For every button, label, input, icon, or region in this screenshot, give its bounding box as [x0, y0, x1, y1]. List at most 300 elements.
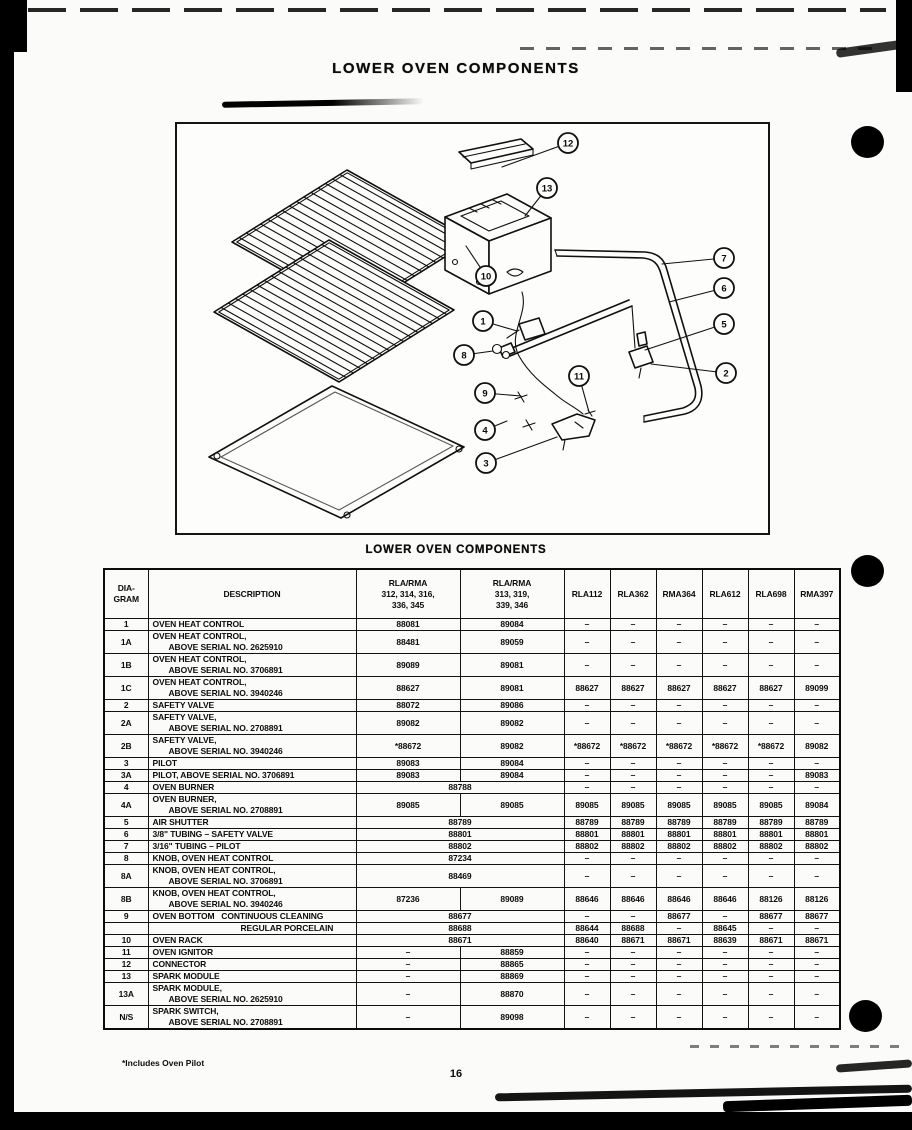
- part-number-cell: 87234: [356, 853, 564, 865]
- part-number-cell: 89083: [356, 770, 460, 782]
- part-number-cell: 88802: [356, 841, 564, 853]
- dia-cell: N/S: [104, 1006, 148, 1030]
- part-number-cell: 89085: [356, 794, 460, 817]
- table-row: [104, 735, 840, 758]
- description-cell: SPARK SWITCH, ABOVE SERIAL NO. 2708891: [148, 1006, 356, 1030]
- description-cell: OVEN IGNITOR: [148, 947, 356, 959]
- exploded-diagram: [177, 124, 768, 533]
- part-number-cell: –: [794, 923, 840, 935]
- part-number-cell: 89084: [460, 619, 564, 631]
- part-number-cell: –: [702, 959, 748, 971]
- table-row: [104, 631, 840, 654]
- description-cell: OVEN HEAT CONTROL: [148, 619, 356, 631]
- part-number-cell: 88801: [794, 829, 840, 841]
- scan-specks-bottom: [690, 1045, 905, 1048]
- part-number-cell: 89083: [794, 770, 840, 782]
- part-number-cell: 89082: [460, 712, 564, 735]
- part-number-cell: –: [794, 631, 840, 654]
- part-number-cell: –: [564, 983, 610, 1006]
- parts-table-body: [104, 619, 840, 1030]
- part-number-cell: –: [748, 923, 794, 935]
- description-cell: OVEN HEAT CONTROL, ABOVE SERIAL NO. 2625910: [148, 631, 356, 654]
- callout-label: 11: [573, 371, 585, 383]
- scan-edge-bottom: [0, 1112, 912, 1130]
- table-row: [104, 794, 840, 817]
- part-number-cell: –: [702, 758, 748, 770]
- part-number-cell: –: [748, 959, 794, 971]
- table-row: [104, 935, 840, 947]
- part-number-cell: –: [794, 700, 840, 712]
- part-number-cell: –: [748, 654, 794, 677]
- table-row: [104, 911, 840, 923]
- description-cell: OVEN BURNER: [148, 782, 356, 794]
- part-number-cell: –: [564, 654, 610, 677]
- part-number-cell: –: [610, 911, 656, 923]
- callout-label: 4: [482, 425, 488, 437]
- part-number-cell: 88789: [564, 817, 610, 829]
- dia-cell: 12: [104, 959, 148, 971]
- part-number-cell: –: [656, 865, 702, 888]
- description-cell: 3/8" TUBING – SAFETY VALVE: [148, 829, 356, 841]
- part-number-cell: –: [794, 971, 840, 983]
- part-number-cell: 88469: [356, 865, 564, 888]
- part-number-cell: 89083: [356, 758, 460, 770]
- part-number-cell: –: [794, 983, 840, 1006]
- dia-cell: 6: [104, 829, 148, 841]
- pilot-assembly-icon: [552, 410, 595, 450]
- part-number-cell: –: [610, 619, 656, 631]
- part-number-cell: 88802: [794, 841, 840, 853]
- part-number-cell: 88627: [564, 677, 610, 700]
- part-number-cell: –: [564, 971, 610, 983]
- part-number-cell: –: [794, 782, 840, 794]
- table-row: [104, 983, 840, 1006]
- part-number-cell: 88646: [610, 888, 656, 911]
- part-number-cell: 87236: [356, 888, 460, 911]
- part-number-cell: 89089: [356, 654, 460, 677]
- part-number-cell: 89059: [460, 631, 564, 654]
- scan-streak-2: [723, 1095, 912, 1113]
- part-number-cell: 88627: [356, 677, 460, 700]
- part-number-cell: –: [702, 619, 748, 631]
- part-number-cell: –: [702, 631, 748, 654]
- table-row: [104, 817, 840, 829]
- table-row: [104, 959, 840, 971]
- header-model-RMA364: RMA364: [656, 569, 702, 619]
- part-number-cell: 88677: [794, 911, 840, 923]
- table-row: [104, 770, 840, 782]
- dia-cell: 13A: [104, 983, 148, 1006]
- callout-label: 12: [562, 138, 574, 150]
- part-number-cell: –: [702, 853, 748, 865]
- part-number-cell: *88672: [656, 735, 702, 758]
- part-number-cell: 88627: [610, 677, 656, 700]
- table-row: [104, 829, 840, 841]
- part-number-cell: –: [748, 758, 794, 770]
- table-row: [104, 923, 840, 935]
- dia-cell: 1B: [104, 654, 148, 677]
- part-number-cell: –: [748, 782, 794, 794]
- page-number: 16: [449, 1068, 463, 1080]
- part-number-cell: 88802: [702, 841, 748, 853]
- part-number-cell: 89081: [460, 677, 564, 700]
- part-number-cell: –: [794, 654, 840, 677]
- part-number-cell: –: [356, 971, 460, 983]
- callout-label: 1: [480, 316, 486, 328]
- part-number-cell: 88081: [356, 619, 460, 631]
- part-number-cell: 88646: [702, 888, 748, 911]
- control-module-box-icon: [445, 194, 551, 294]
- part-number-cell: 88789: [356, 817, 564, 829]
- callout-label: 3: [483, 458, 489, 470]
- part-number-cell: –: [564, 959, 610, 971]
- part-number-cell: 88126: [794, 888, 840, 911]
- header-model-group-2: RLA/RMA 313, 319, 339, 346: [460, 569, 564, 619]
- part-number-cell: –: [794, 712, 840, 735]
- part-number-cell: –: [656, 983, 702, 1006]
- part-number-cell: –: [656, 619, 702, 631]
- part-number-cell: –: [656, 971, 702, 983]
- callout-label: 8: [461, 350, 467, 362]
- table-row: [104, 841, 840, 853]
- part-number-cell: –: [748, 947, 794, 959]
- description-cell: SAFETY VALVE, ABOVE SERIAL NO. 2708891: [148, 712, 356, 735]
- dia-cell: 3A: [104, 770, 148, 782]
- part-number-cell: –: [702, 911, 748, 923]
- part-number-cell: –: [610, 631, 656, 654]
- part-number-cell: –: [702, 865, 748, 888]
- part-number-cell: 88789: [610, 817, 656, 829]
- part-number-cell: 88801: [610, 829, 656, 841]
- part-number-cell: 88645: [702, 923, 748, 935]
- dia-cell: 9: [104, 911, 148, 923]
- part-number-cell: –: [656, 1006, 702, 1030]
- part-number-cell: 88671: [656, 935, 702, 947]
- callout-label: 2: [723, 368, 729, 380]
- header-diagram: DIA- GRAM: [104, 569, 148, 619]
- header-model-RMA397: RMA397: [794, 569, 840, 619]
- page-title: LOWER OVEN COMPONENTS: [332, 60, 580, 77]
- part-number-cell: –: [794, 619, 840, 631]
- part-number-cell: –: [748, 1006, 794, 1030]
- part-number-cell: 88671: [356, 935, 564, 947]
- description-cell: KNOB, OVEN HEAT CONTROL: [148, 853, 356, 865]
- part-number-cell: 88640: [564, 935, 610, 947]
- callout-label: 5: [721, 319, 727, 331]
- part-number-cell: 89081: [460, 654, 564, 677]
- header-model-RLA612: RLA612: [702, 569, 748, 619]
- part-number-cell: 88789: [748, 817, 794, 829]
- part-number-cell: 88801: [564, 829, 610, 841]
- callout-label: 7: [721, 253, 727, 265]
- table-row: [104, 700, 840, 712]
- part-number-cell: –: [748, 865, 794, 888]
- part-number-cell: 88671: [610, 935, 656, 947]
- part-number-cell: –: [794, 1006, 840, 1030]
- callout-label: 10: [480, 271, 492, 283]
- punch-hole-top: [851, 126, 884, 158]
- description-cell: PILOT: [148, 758, 356, 770]
- description-cell: 3/16" TUBING – PILOT: [148, 841, 356, 853]
- part-number-cell: –: [794, 959, 840, 971]
- part-number-cell: –: [610, 853, 656, 865]
- scan-smudge-under-title: [222, 98, 424, 108]
- part-number-cell: –: [564, 712, 610, 735]
- part-number-cell: 88639: [702, 935, 748, 947]
- part-number-cell: 88671: [794, 935, 840, 947]
- part-number-cell: 89082: [356, 712, 460, 735]
- part-number-cell: –: [748, 971, 794, 983]
- header-description: DESCRIPTION: [148, 569, 356, 619]
- mounting-bracket-icon: [459, 139, 533, 169]
- part-number-cell: –: [564, 770, 610, 782]
- dia-cell: 1: [104, 619, 148, 631]
- part-number-cell: –: [794, 947, 840, 959]
- part-number-cell: 89086: [460, 700, 564, 712]
- description-cell: PILOT, ABOVE SERIAL NO. 3706891: [148, 770, 356, 782]
- scan-corner-top-left: [0, 0, 27, 52]
- dia-cell: 8: [104, 853, 148, 865]
- part-number-cell: –: [564, 758, 610, 770]
- dia-cell: 13: [104, 971, 148, 983]
- description-cell: CONNECTOR: [148, 959, 356, 971]
- part-number-cell: –: [656, 853, 702, 865]
- part-number-cell: 88646: [656, 888, 702, 911]
- description-cell: SPARK MODULE, ABOVE SERIAL NO. 2625910: [148, 983, 356, 1006]
- part-number-cell: –: [610, 782, 656, 794]
- dia-cell: 10: [104, 935, 148, 947]
- part-number-cell: –: [656, 631, 702, 654]
- part-number-cell: –: [748, 983, 794, 1006]
- scan-dashed-smudge: [520, 47, 880, 50]
- part-number-cell: *88672: [610, 735, 656, 758]
- part-number-cell: –: [748, 770, 794, 782]
- description-cell: OVEN BOTTOM CONTINUOUS CLEANING: [148, 911, 356, 923]
- part-number-cell: 88646: [564, 888, 610, 911]
- part-number-cell: 88789: [656, 817, 702, 829]
- part-number-cell: 88644: [564, 923, 610, 935]
- part-number-cell: 89089: [460, 888, 564, 911]
- part-number-cell: –: [656, 782, 702, 794]
- description-cell: KNOB, OVEN HEAT CONTROL, ABOVE SERIAL NO. 3940246: [148, 888, 356, 911]
- description-cell: REGULAR PORCELAIN: [148, 923, 356, 935]
- part-number-cell: –: [656, 923, 702, 935]
- table-row: [104, 758, 840, 770]
- parts-table-header: [104, 569, 840, 619]
- part-number-cell: 89099: [794, 677, 840, 700]
- part-number-cell: –: [564, 865, 610, 888]
- scan-top-edge-line: [28, 8, 886, 12]
- part-number-cell: –: [610, 654, 656, 677]
- description-cell: AIR SHUTTER: [148, 817, 356, 829]
- part-number-cell: 89085: [702, 794, 748, 817]
- table-row: [104, 853, 840, 865]
- dia-cell: 1A: [104, 631, 148, 654]
- part-number-cell: 89098: [460, 1006, 564, 1030]
- part-number-cell: 88802: [610, 841, 656, 853]
- description-cell: OVEN HEAT CONTROL, ABOVE SERIAL NO. 3706891: [148, 654, 356, 677]
- part-number-cell: 89085: [460, 794, 564, 817]
- dia-cell: 3: [104, 758, 148, 770]
- gas-frame-tubing-icon: [555, 250, 702, 422]
- part-number-cell: –: [356, 947, 460, 959]
- header-model-RLA698: RLA698: [748, 569, 794, 619]
- exploded-diagram-frame: [175, 122, 770, 535]
- dia-cell: 2: [104, 700, 148, 712]
- dia-cell: 1C: [104, 677, 148, 700]
- part-number-cell: –: [656, 700, 702, 712]
- part-number-cell: –: [702, 1006, 748, 1030]
- part-number-cell: –: [748, 631, 794, 654]
- part-number-cell: 89085: [610, 794, 656, 817]
- part-number-cell: 88688: [610, 923, 656, 935]
- part-number-cell: –: [564, 700, 610, 712]
- header-model-RLA112: RLA112: [564, 569, 610, 619]
- table-row: [104, 677, 840, 700]
- dia-cell: 8B: [104, 888, 148, 911]
- part-number-cell: *88672: [564, 735, 610, 758]
- table-row: [104, 654, 840, 677]
- table-row: [104, 865, 840, 888]
- part-number-cell: 89085: [748, 794, 794, 817]
- table-row: [104, 947, 840, 959]
- part-number-cell: –: [794, 853, 840, 865]
- part-number-cell: –: [610, 700, 656, 712]
- dia-cell: [104, 923, 148, 935]
- part-number-cell: –: [656, 947, 702, 959]
- punch-hole-bottom: [849, 1000, 882, 1032]
- part-number-cell: –: [564, 619, 610, 631]
- part-number-cell: –: [702, 782, 748, 794]
- callout-leader-3: [486, 437, 557, 463]
- part-number-cell: 88677: [748, 911, 794, 923]
- part-number-cell: 88677: [356, 911, 564, 923]
- part-number-cell: –: [702, 983, 748, 1006]
- part-number-cell: –: [702, 700, 748, 712]
- table-row: [104, 971, 840, 983]
- part-number-cell: –: [656, 712, 702, 735]
- description-cell: SAFETY VALVE: [148, 700, 356, 712]
- part-number-cell: –: [564, 947, 610, 959]
- part-number-cell: –: [356, 1006, 460, 1030]
- scan-edge-left: [0, 0, 14, 1130]
- callout-label: 9: [482, 388, 488, 400]
- description-cell: OVEN RACK: [148, 935, 356, 947]
- part-number-cell: 89085: [656, 794, 702, 817]
- part-number-cell: 89084: [460, 770, 564, 782]
- part-number-cell: *88672: [702, 735, 748, 758]
- part-number-cell: 89085: [564, 794, 610, 817]
- part-number-cell: 88789: [794, 817, 840, 829]
- part-number-cell: –: [748, 700, 794, 712]
- part-number-cell: –: [702, 712, 748, 735]
- part-number-cell: 88802: [564, 841, 610, 853]
- table-row: [104, 619, 840, 631]
- part-number-cell: *88672: [748, 735, 794, 758]
- description-cell: OVEN BURNER, ABOVE SERIAL NO. 2708891: [148, 794, 356, 817]
- table-row: [104, 782, 840, 794]
- callout-label: 6: [721, 283, 727, 295]
- safety-valve-icon: [629, 306, 653, 378]
- part-number-cell: 88870: [460, 983, 564, 1006]
- part-number-cell: –: [702, 654, 748, 677]
- part-number-cell: –: [610, 758, 656, 770]
- callout-label: 13: [541, 183, 553, 195]
- oven-bottom-panel-icon: [209, 386, 464, 518]
- part-number-cell: –: [610, 712, 656, 735]
- part-number-cell: 88677: [656, 911, 702, 923]
- part-number-cell: –: [702, 971, 748, 983]
- table-title: LOWER OVEN COMPONENTS: [365, 544, 547, 556]
- part-number-cell: –: [748, 712, 794, 735]
- part-number-cell: 88688: [356, 923, 564, 935]
- part-number-cell: –: [794, 758, 840, 770]
- part-number-cell: –: [564, 631, 610, 654]
- header-model-group-1: RLA/RMA 312, 314, 316, 336, 345: [356, 569, 460, 619]
- part-number-cell: 89082: [460, 735, 564, 758]
- oven-burner-tube-icon: [499, 300, 632, 430]
- dia-cell: 2B: [104, 735, 148, 758]
- part-number-cell: –: [748, 619, 794, 631]
- part-number-cell: 89084: [794, 794, 840, 817]
- part-number-cell: –: [610, 770, 656, 782]
- table-row: [104, 712, 840, 735]
- part-number-cell: 88801: [748, 829, 794, 841]
- part-number-cell: 88865: [460, 959, 564, 971]
- dia-cell: 5: [104, 817, 148, 829]
- part-number-cell: 88789: [702, 817, 748, 829]
- part-number-cell: –: [656, 770, 702, 782]
- part-number-cell: 88627: [656, 677, 702, 700]
- part-number-cell: –: [748, 853, 794, 865]
- part-number-cell: –: [564, 853, 610, 865]
- dia-cell: 4A: [104, 794, 148, 817]
- dia-cell: 2A: [104, 712, 148, 735]
- part-number-cell: –: [564, 782, 610, 794]
- part-number-cell: –: [610, 959, 656, 971]
- part-number-cell: 88801: [356, 829, 564, 841]
- parts-table: [103, 568, 841, 1030]
- part-number-cell: 88788: [356, 782, 564, 794]
- part-number-cell: 88627: [702, 677, 748, 700]
- part-number-cell: 88801: [702, 829, 748, 841]
- part-number-cell: –: [610, 947, 656, 959]
- table-footnote: *Includes Oven Pilot: [122, 1058, 205, 1068]
- part-number-cell: 88126: [748, 888, 794, 911]
- description-cell: OVEN HEAT CONTROL, ABOVE SERIAL NO. 3940246: [148, 677, 356, 700]
- part-number-cell: –: [610, 1006, 656, 1030]
- part-number-cell: –: [356, 983, 460, 1006]
- part-number-cell: 88801: [656, 829, 702, 841]
- punch-hole-middle: [851, 555, 884, 587]
- part-number-cell: 89084: [460, 758, 564, 770]
- part-number-cell: 88481: [356, 631, 460, 654]
- part-number-cell: 88627: [748, 677, 794, 700]
- part-number-cell: –: [794, 865, 840, 888]
- part-number-cell: *88672: [356, 735, 460, 758]
- part-number-cell: –: [610, 971, 656, 983]
- description-cell: KNOB, OVEN HEAT CONTROL, ABOVE SERIAL NO. 3706891: [148, 865, 356, 888]
- description-cell: SAFETY VALVE, ABOVE SERIAL NO. 3940246: [148, 735, 356, 758]
- part-number-cell: –: [702, 947, 748, 959]
- dia-cell: 8A: [104, 865, 148, 888]
- part-number-cell: 88802: [656, 841, 702, 853]
- table-row: [104, 888, 840, 911]
- part-number-cell: –: [610, 865, 656, 888]
- scan-edge-right-top: [896, 0, 912, 92]
- part-number-cell: –: [656, 959, 702, 971]
- table-row: [104, 1006, 840, 1030]
